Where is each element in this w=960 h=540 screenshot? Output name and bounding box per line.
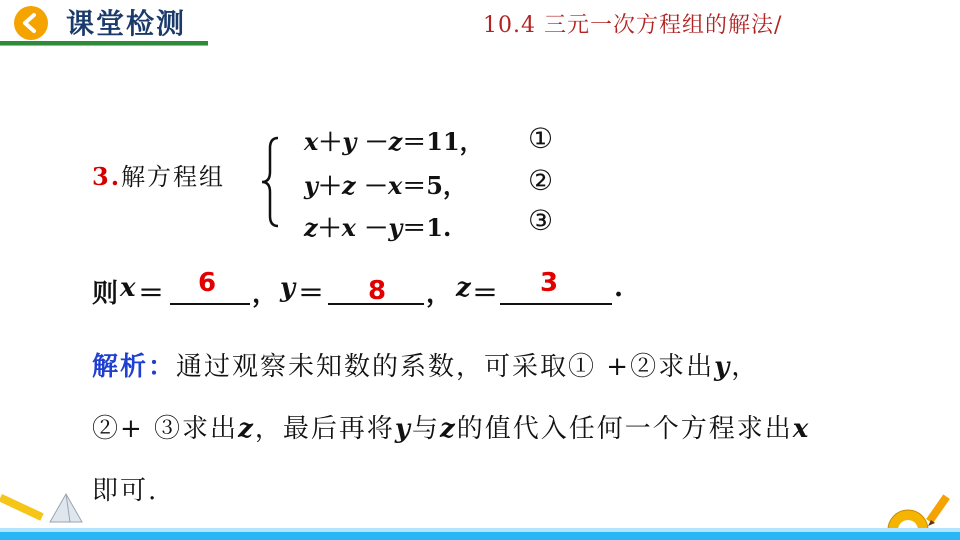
answer-sep-2: ， (426, 279, 453, 309)
analysis-line-1: 解析：通过观察未知数的系数，可采取① +②求出y， (92, 352, 760, 382)
analysis-line-3: 即可. (92, 476, 159, 506)
lesson-title: 10.4 三元一次方程组的解法/ (483, 13, 783, 38)
equation-2-marker: ② (528, 164, 554, 197)
question-number: 3. (92, 162, 122, 191)
answer-prefix: 则 (92, 279, 119, 309)
equation-1: x＋y －z＝11， (304, 127, 484, 156)
answer-x-value: 6 (198, 268, 217, 298)
answer-eq-x: ＝ (138, 279, 165, 309)
equation-3: z＋x －y＝1. (304, 213, 452, 242)
protractor-pencil-icon (884, 490, 958, 532)
analysis-label: 解析： (92, 352, 177, 382)
equation-1-marker: ① (528, 122, 554, 155)
answer-sep-1: ， (252, 279, 279, 309)
answer-x-blank (170, 303, 250, 305)
section-title: 课堂检测 (66, 7, 187, 40)
answer-z-var: z (456, 273, 471, 303)
header-bar (0, 0, 960, 48)
answer-z-blank (500, 303, 612, 305)
equation-3-marker: ③ (528, 204, 554, 237)
analysis-line-2: ②+ ③求出z，最后再将y与z的值代入任何一个方程求出x (92, 414, 811, 444)
bottom-bar (0, 532, 960, 540)
question-text: 解方程组 (121, 163, 226, 191)
ruler-pyramid-icon (0, 488, 90, 532)
answer-end: . (614, 273, 624, 303)
answer-y-var: y (280, 273, 296, 303)
question-label (92, 157, 225, 192)
answer-z-value: 3 (540, 268, 559, 298)
answer-y-value: 8 (368, 276, 387, 306)
answer-eq-z: ＝ (472, 279, 499, 309)
answer-x-var: x (120, 273, 136, 303)
header-underline-thin (0, 45, 208, 46)
answer-eq-y: ＝ (298, 279, 325, 309)
equation-2: y＋z －x＝5， (304, 171, 467, 200)
back-arrow-icon[interactable] (14, 6, 48, 40)
left-brace-icon (258, 134, 282, 230)
